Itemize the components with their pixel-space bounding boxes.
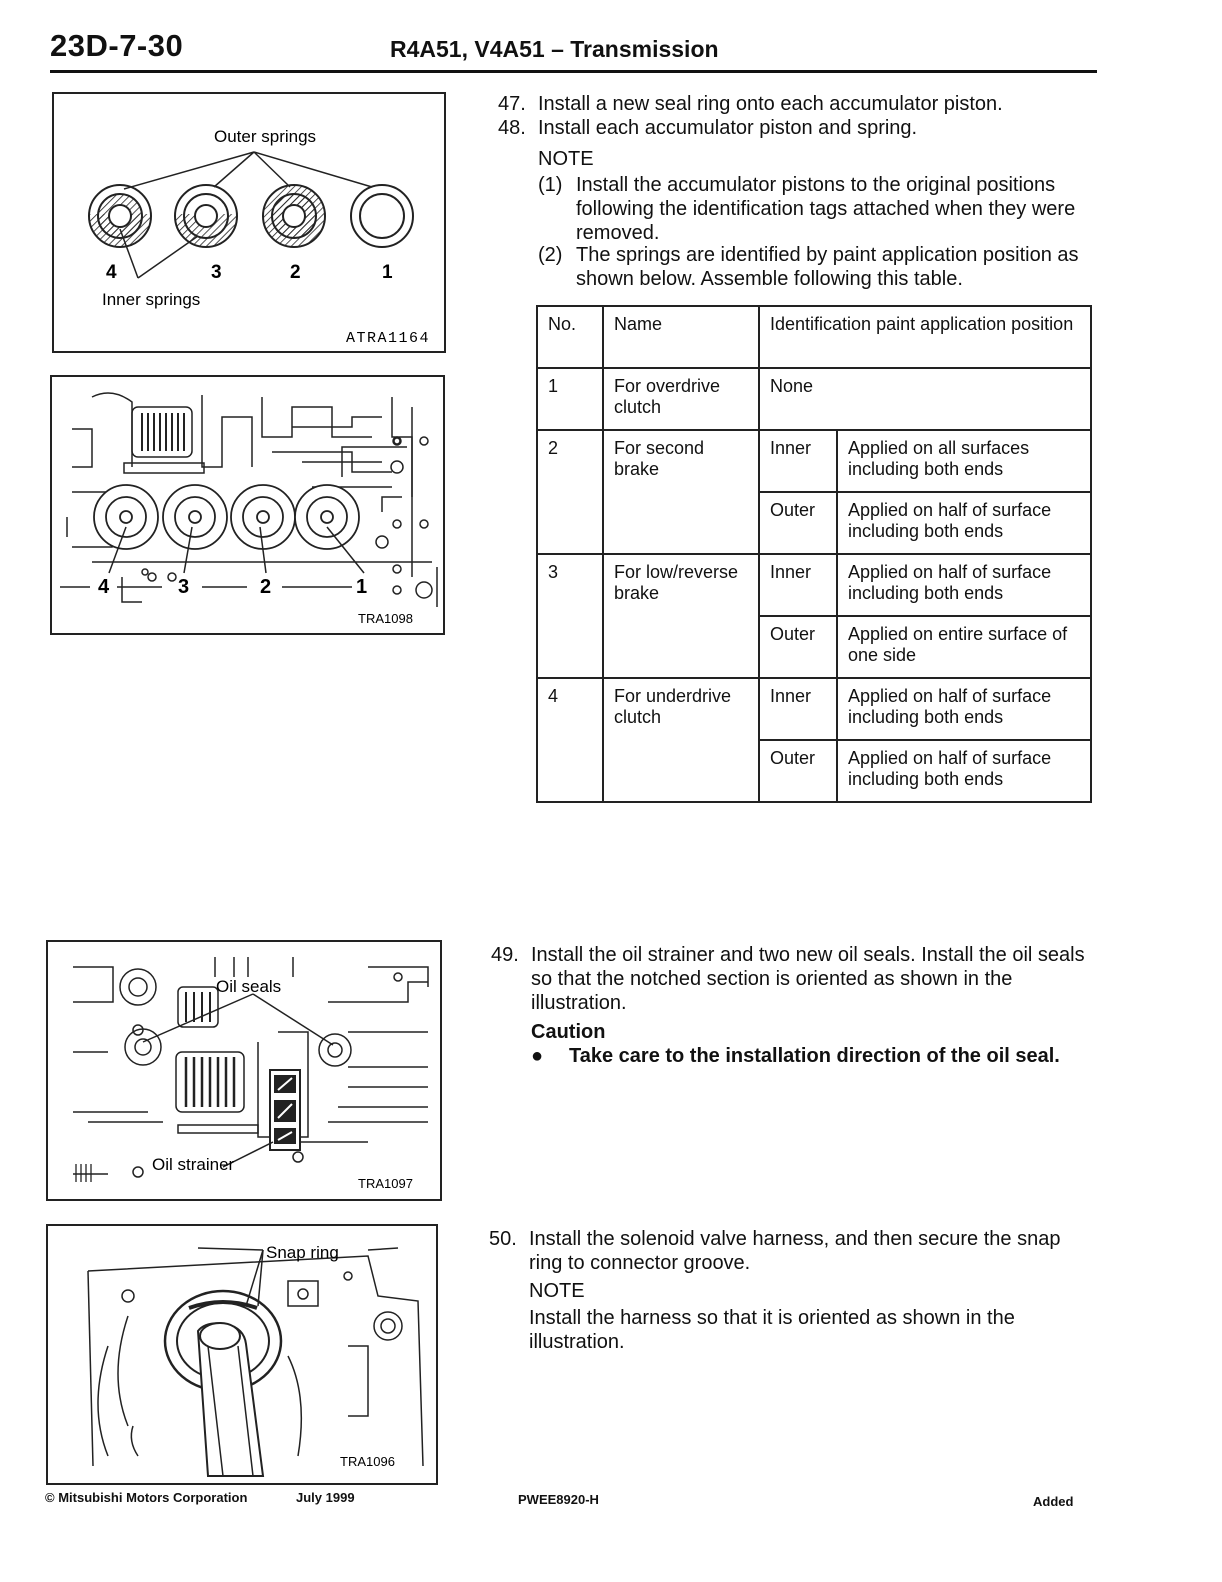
page-number: 23D-7-30 [50,28,184,63]
header-rule [50,70,1097,73]
table-row [537,430,1091,492]
figure-code: TRA1097 [358,1176,413,1191]
cell-inner-text: Applied on half of surface including both ends [837,678,1091,740]
table-header-row [537,306,1091,368]
figure-code: TRA1098 [358,611,413,626]
figure-snap-ring [46,1224,438,1485]
spring-1 [351,185,413,247]
figure-springs [52,92,446,353]
cell-no: 2 [537,430,603,554]
oil-strainer-illustration [48,942,440,1199]
header-name: Name [603,306,759,368]
step-49 [491,943,1091,1015]
cell-no: 3 [537,554,603,678]
note-text: The springs are identified by paint application position as shown below. Assemble following this table. [576,244,1079,290]
note-heading: NOTE [529,1280,585,1302]
footer-doc-code: PWEE8920-H [518,1492,599,1507]
strainer-leaders [143,994,333,1167]
step-text: Install a new seal ring onto each accumulator piston. [538,93,1003,115]
note-item-1 [538,173,1098,245]
figure-valve-body [50,375,445,635]
cell-outer-text: Applied on half of surface including both ends [837,492,1091,554]
spring-4 [89,185,151,247]
cell-outer-text: Applied on entire surface of one side [837,616,1091,678]
step-number: 50. [489,1228,517,1250]
outer-springs-label: Outer springs [214,127,317,146]
step-50 [489,1227,1089,1275]
spring-leaders [120,152,372,278]
step-47 [498,92,1098,116]
springs-illustration [54,94,444,351]
harness-connector [198,1323,263,1476]
cell-no: 4 [537,678,603,802]
cell-outer-label: Outer [759,492,837,554]
oil-seals-label: Oil seals [216,977,282,996]
step-text: Install each accumulator piston and spring. [538,117,918,139]
step-number: 47. [498,93,526,115]
figure-code: TRA1096 [340,1454,395,1469]
table-row [537,368,1091,430]
step-text: Install the solenoid valve harness, and then secure the snap ring to connector groove. [529,1228,1061,1274]
accumulator-number-2: 2 [260,576,272,598]
caution-text: Take care to the installation direction of the oil seal. [569,1045,1060,1067]
caution-heading: Caution [531,1021,606,1043]
spring-number-2: 2 [290,262,301,283]
spring-2 [263,185,325,247]
note-number: (2) [538,244,563,266]
caution-item [531,1045,1091,1068]
step-number: 48. [498,117,526,139]
footer-date: July 1999 [296,1490,355,1505]
accumulator-number-3: 3 [178,576,190,598]
step-48 [498,116,1098,140]
spring-number-1: 1 [382,262,393,283]
cell-position: None [759,368,1091,430]
note-number: (1) [538,174,563,196]
cell-inner-text: Applied on all surfaces including both ends [837,430,1091,492]
cell-outer-text: Applied on half of surface including both ends [837,740,1091,802]
figure-code: ATRA1164 [346,330,431,347]
inner-springs-label: Inner springs [102,290,201,309]
snap-ring-illustration [48,1226,436,1483]
bullet-icon: ● [531,1045,544,1067]
table-row [537,678,1091,740]
note-text: Install the harness so that it is oriented as shown in the illustration. [529,1307,1015,1353]
header-no: No. [537,306,603,368]
header-position: Identification paint application position [759,306,1091,368]
accumulators [94,485,359,549]
note-heading: NOTE [538,148,594,170]
cell-inner-label: Inner [759,430,837,492]
accumulator-number-4: 4 [98,576,110,598]
cell-outer-label: Outer [759,740,837,802]
footer-status: Added [1033,1494,1074,1509]
cell-name: For underdrive clutch [603,678,759,802]
cell-name: For low/reverse brake [603,554,759,678]
footer-copyright: © Mitsubishi Motors Corporation [45,1490,248,1505]
oil-seals [270,1070,300,1150]
spring-3 [175,185,237,247]
spring-number-3: 3 [211,262,222,283]
cell-inner-text: Applied on half of surface including both ends [837,554,1091,616]
cell-inner-label: Inner [759,678,837,740]
snap-ring-label: Snap ring [266,1243,339,1262]
note-text: Install the accumulator pistons to the original positions following the identification tags attached when they were removed. [576,174,1076,244]
cell-outer-label: Outer [759,616,837,678]
spring-number-4: 4 [106,262,117,283]
page-title: R4A51, V4A51 – Transmission [390,36,719,62]
valve-body-illustration [52,377,443,633]
cell-name: For overdrive clutch [603,368,759,430]
oil-strainer-label: Oil strainer [152,1155,235,1174]
accumulator-number-1: 1 [356,576,368,598]
spring-identification-table [536,305,1092,803]
cell-no: 1 [537,368,603,430]
table-row [537,554,1091,616]
step-text: Install the oil strainer and two new oil seals. Install the oil seals so that the notched section is oriented as shown in the illustration. [531,944,1085,1014]
cell-name: For second brake [603,430,759,554]
step-number: 49. [491,944,519,966]
cell-inner-label: Inner [759,554,837,616]
note-item-2 [538,243,1098,291]
figure-oil-strainer [46,940,442,1201]
